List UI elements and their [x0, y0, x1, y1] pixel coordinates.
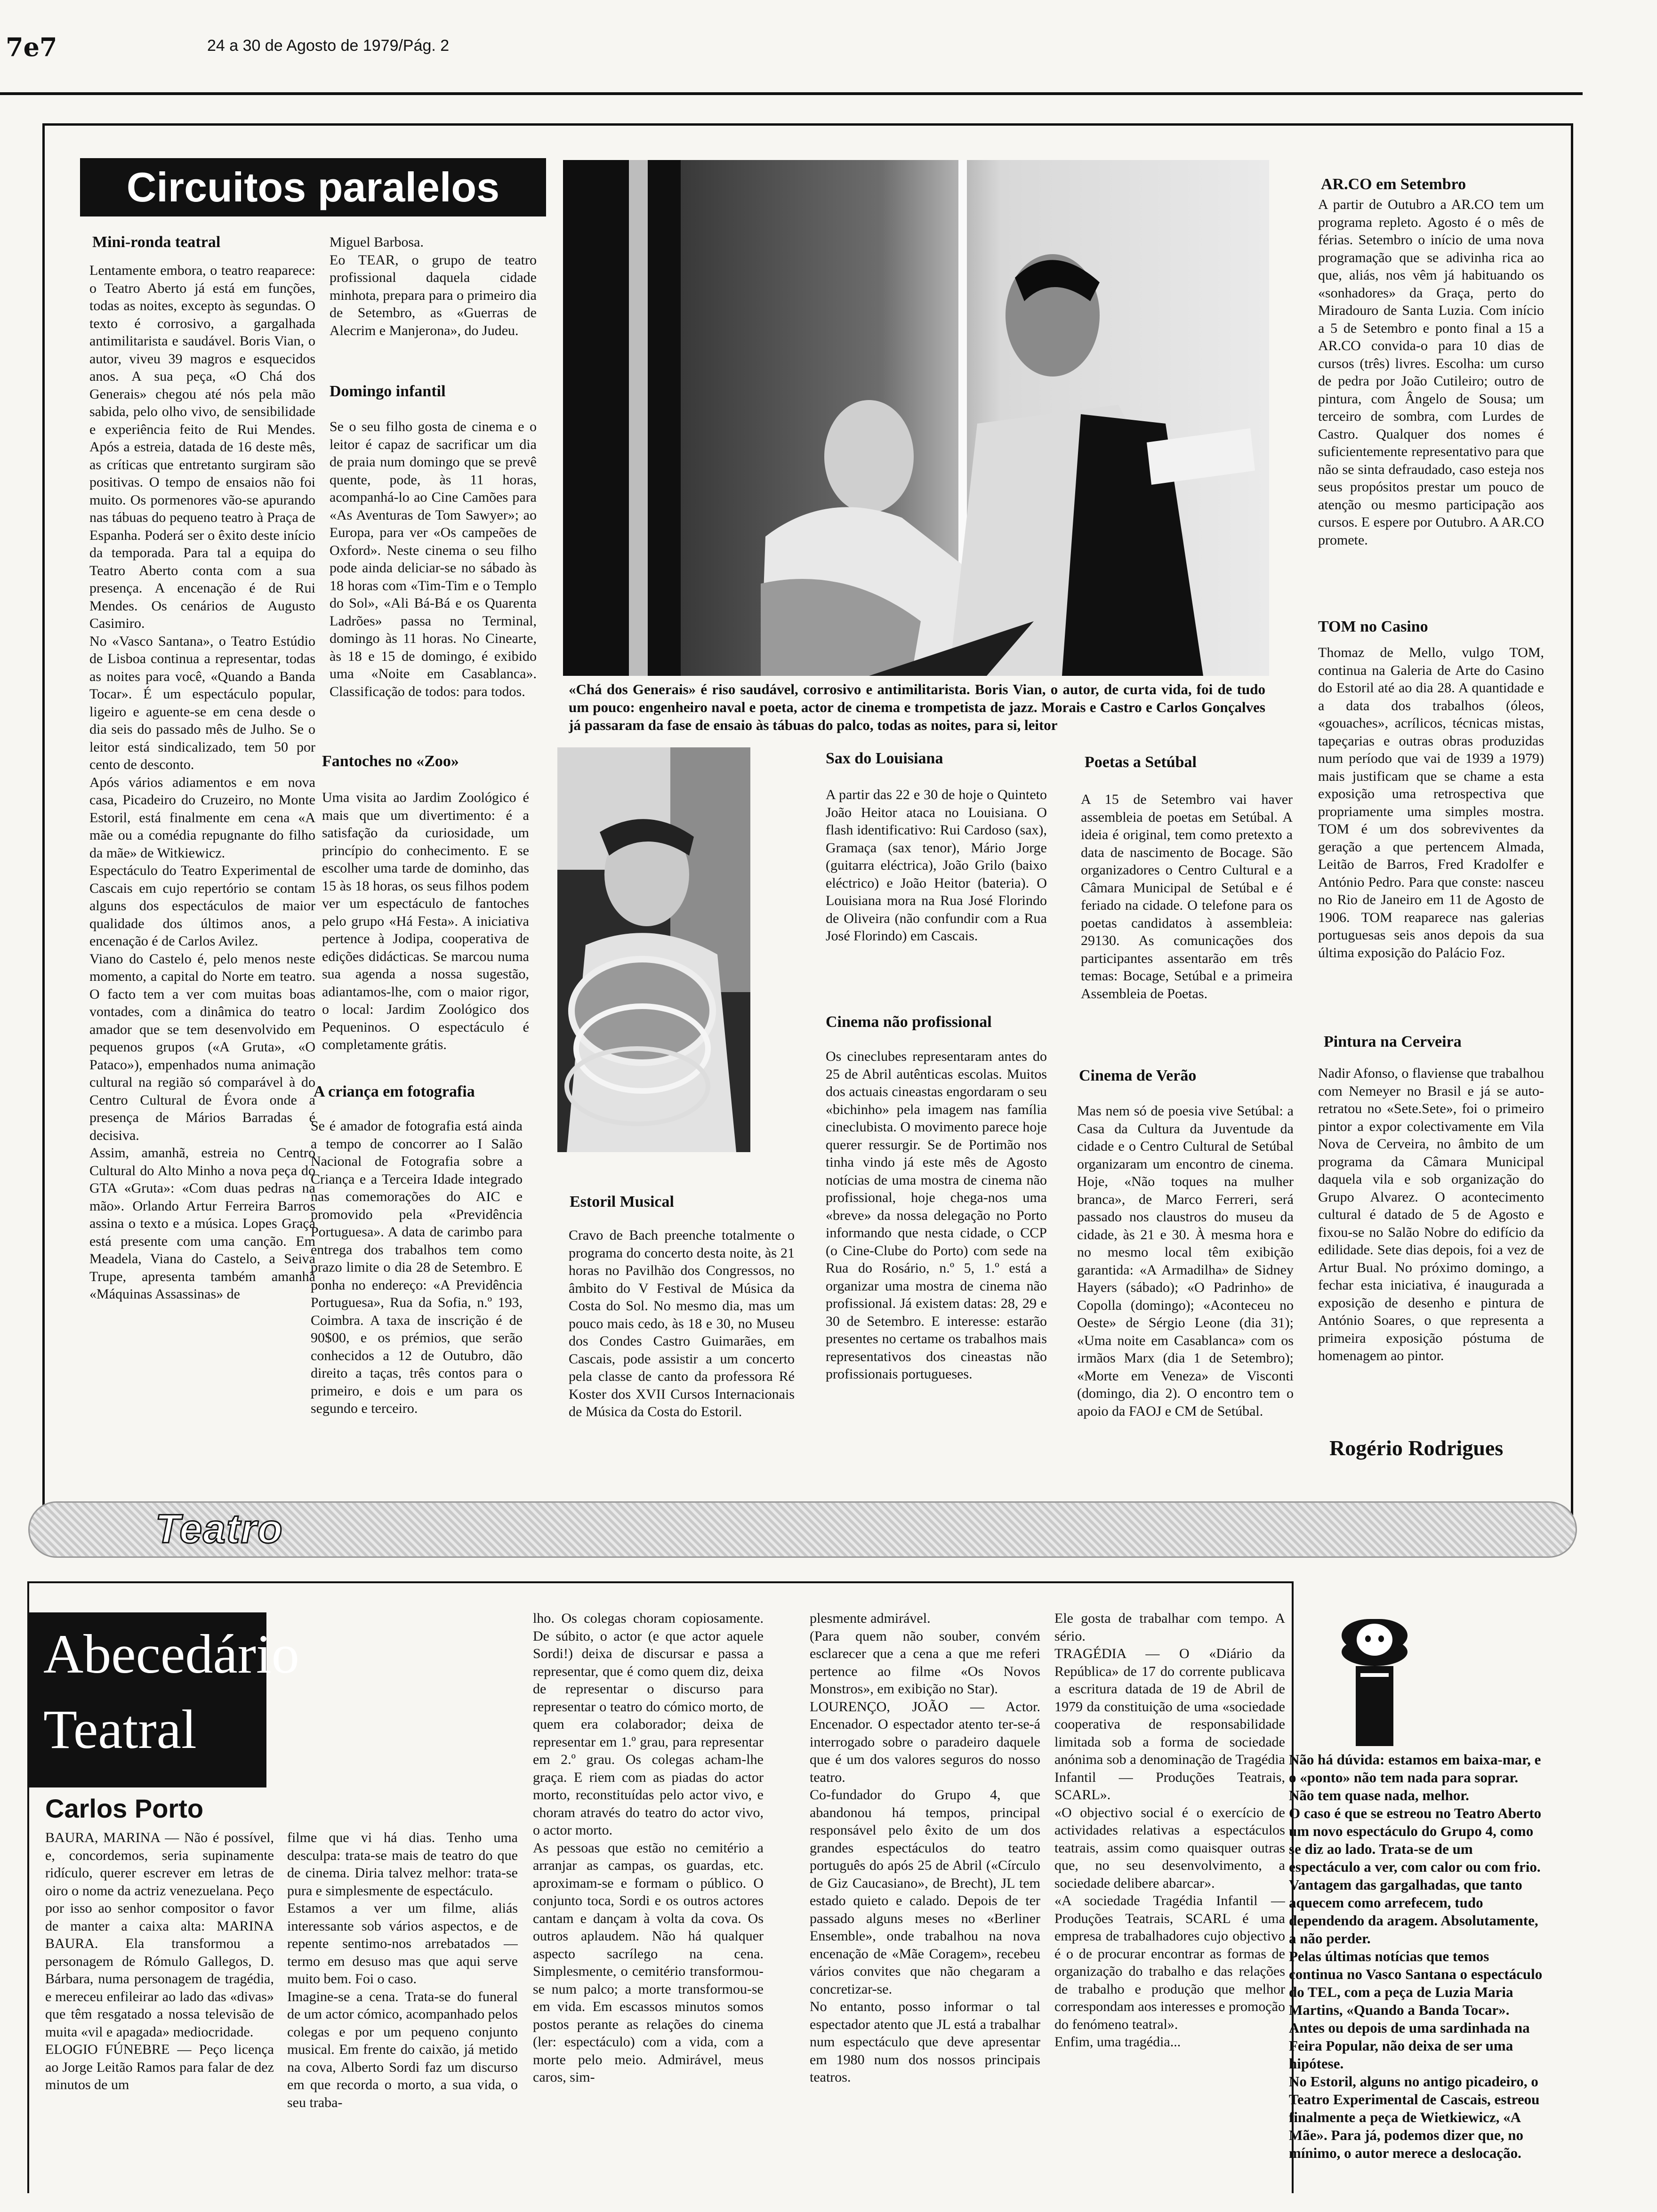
sax-louisiana-body: A partir das 22 e 30 de hoje o Quinteto João Heitor ataca no Louisiana. O flash identificativo: Rui Cardoso (sax), Gramaça (sax tenor), Mário Jorge (guitarra eléctrica), João Grilo (baixo eléctrico) e João Heitor (bateria). O Louisiana mora na Rua José Florindo de Oliveira (não confundir com a Rua José Florindo) em Cascais. [826, 787, 1047, 944]
fantoches-body: Uma visita ao Jardim Zoológico é mais que um divertimento: é a satisfação da curiosidade, um princípio do conhecimento. E se escolher uma tarde de dominho, das 15 às 18 horas, os seus filhos podem ver um espectáculo de fantoches pelo grupo «Há Festa». A iniciativa pertence à Jodipa, cooperativa de edições didácticas. Se marcou numa sua agenda a nossa sugestão, adiantamos-lhe, com o maior rigor, o local: Jardim Zoológico dos Pequeninos. O espectáculo é completamente grátis. [322, 790, 529, 1052]
photo-portrait [557, 747, 750, 1152]
poetas-setubal-body: A 15 de Setembro vai haver assembleia de poetas em Setúbal. A ideia é original, tem como pretexto a data de nascimento de Bocage. São organizadores o Centro Cultural e a Câmara Municipal de Setúbal e é feriado na cidade. O telefone para os poetas candidatos à assembleia: 29130. As comunicações dos participantes assentarão em três temas: Bocage, Setúbal e a primeira Assembleia de Poetas. [1081, 792, 1293, 1002]
mini-ronda-body-continued: Miguel Barbosa. Eo TEAR, o grupo de teatro profissional daquela cidade minhota, prepara para o primeiro dia de Setembro, as «Guerras de Alecrim e Manjerona», do Judeu. [330, 234, 537, 338]
page-date: 24 a 30 de Agosto de 1979/Pág. 2 [207, 37, 450, 55]
tom-casino-body: Thomaz de Mello, vulgo TOM, continua na Galeria de Arte do Casino do Estoril até ao dia 28. A quantidade e a data dos trabalhos (óleos, «gouaches», acrílicos, técnicas mistas, tapeçarias e outras obras produzidas num período que vai de 1939 a 1979) mais justificam que se chame a esta exposição uma retrospectiva que propriamente uma simples mostra. TOM é um dos sobreviventes da geração a que pertencem Almada, Leitão de Barros, Fred Kradolfer e António Pedro. Para que conste: nasceu no Rio de Janeiro em 11 de Agosto de 1906. TOM reaparece nas galerias portuguesas seis anos depois da sua última exposição do Palácio Foz. [1318, 645, 1544, 961]
poetas-setubal-title: Poetas a Setúbal [1085, 753, 1197, 771]
ponto-icon [1327, 1610, 1422, 1746]
masthead-logo: 7e7 [6, 32, 57, 62]
cinema-verao-title: Cinema de Verão [1079, 1067, 1197, 1084]
photo-cha-dos-generais [563, 160, 1269, 676]
estoril-musical-body: Cravo de Bach preenche totalmente o programa do concerto desta noite, às 21 horas no Pavilhão dos Congressos, no âmbito do V Festival de Música da Costa do Sol. No mesmo dia, mas um pouco mais cedo, às 18 e 30, no Museu dos Condes Castro Guimarães, em Cascais, pode assistir a um concerto pela classe de canto da professora Ré Koster dos XVII Cursos Internacionais de Música da Costa do Estoril. [569, 1227, 795, 1419]
abecedario-col1: BAURA, MARINA — Não é possível, e, concordemos, seria supinamente ridículo, querer escrever em letras de oiro o nome da actriz venezuelana. Peço por isso ao senhor compositor o favor de manter a caixa alta: MARINA BAURA. Ela transformou a personagem de Rómulo Gallegos, D. Bárbara, numa personagem de tragédia, e mereceu enfileirar ao lado das «divas» que têm resgatado a nossa televisão de muita «vil e apagada» mediocridade. ELOGIO FÚNEBRE — Peço licença ao Jorge Leitão Ramos para falar de dez minutos de um [45, 1830, 274, 2092]
photo-caption: «Chá dos Generais» é riso saudável, corrosivo e antimilitarista. Boris Vian, o autor, de curta vida, foi de tudo um pouco: engenheiro naval e poeta, actor de cinema e trompetista de jazz. Morais e Castro e Carlos Gonçalves já passaram da fase de ensaio às tábuas do palco, todas as noites, para si, leitor [569, 681, 1265, 733]
header-rule [0, 92, 1583, 95]
abecedario-author: Carlos Porto [45, 1794, 204, 1823]
estoril-musical-title: Estoril Musical [570, 1193, 674, 1210]
arco-body: A partir de Outubro a AR.CO tem um programa repleto. Agosto é o mês de férias. Setembro o início de uma nova programação que se adivinha rica ao que, aliás, nos vêm já habituando os «sonhadores» da Graça, perto do Miradouro de Santa Luzia. Com início a 5 de Setembro e ponto final a 15 a AR.CO convida-o para 10 dias de cursos (três) livres. Escolha: um curso de pedra por João Cutileiro; outro de pintura, com Ângelo de Sousa; um terceiro de sombra, com Lurdes de Castro. Qualquer dos nomes é suficientemente representativo para que não se sinta defraudado, caso esteja nos seus propósitos prestar um pouco de atenção ou mesmo participação aos cursos. E espere por Outubro. A AR.CO promete. [1318, 197, 1544, 548]
photo-cha-dos-generais-image [563, 160, 1269, 676]
arco-title: AR.CO em Setembro [1321, 176, 1466, 193]
cinema-nao-profissional-title: Cinema não profissional [826, 1013, 992, 1031]
pintura-cerveira-body: Nadir Afonso, o flaviense que trabalhou com Nemeyer no Brasil e já se auto-retratou no «Sete.Sete», foi o primeiro pintor a expor colectivamente em Vila Nova de Cerveira, no âmbito de um programa da Câmara Municipal daquela vila e sob organização do Grupo Alvarez. O acontecimento cultural é datado de 5 de Agosto e fixou-se no Salão Nobre do edifício da edilidade. Sete dias depois, foi a vez de Artur Bual. No próximo domingo, a fechar esta iniciativa, é inaugurada a exposição de desenho e pintura de António Soares, o que representa a primeira exposição póstuma de homenagem ao pintor. [1318, 1066, 1544, 1363]
photo-portrait-image [557, 747, 750, 1152]
abecedario-title-line1: Abecedário [43, 1623, 299, 1685]
sax-louisiana-title: Sax do Louisiana [826, 750, 943, 767]
abecedario-col5: Ele gosta de trabalhar com tempo. A sério. TRAGÉDIA — O «Diário da República» de 17 do corrente publicava a escritura datada de 19 de Abril de 1979 da constituição de uma «sociedade cooperativa de responsabilidade limitada sob a forma de sociedade anónima sob a denominação de Tragédia Infantil — Produções Teatrais, SCARL». «O objectivo social é o exercício de actividades relativas a espectáculos teatrais, assim como quaisquer outras que, no seu desenvolvimento, a sociedade delibere abarcar». «A sociedade Tragédia Infantil — Produções Teatrais, SCARL é uma empresa de trabalhadores cujo objectivo é o de procurar encontrar as formas de organização do trabalho e das relações de trabalho e produção que melhor correspondam aos interesses e promoção do fenómeno teatral». Enfim, uma tragédia... [1054, 1611, 1285, 2050]
teatro-banner-label: Teatro [155, 1507, 283, 1552]
abecedario-col4: plesmente admirável. (Para quem não souber, convém esclarecer que a cena a que me referi pertence ao filme «Os Novos Monstros», em exibição no Star). LOURENÇO, JOÃO — Actor. Encenador. O espectador atento ter-se-á interrogado sobre o paradeiro daquele que é um dos valores seguros do nosso teatro. Co-fundador do Grupo 4, que abandonou há tempos, principal responsável pelo êxito de um dos grandes espectáculos do teatro português do após 25 de Abril («Círculo de Giz Caucasiano», de Brecht), JL tem estado quieto e calado. Depois de ter passado alguns meses no «Berliner Ensemble», onde trabalhou na nova encenação de «Mãe Coragem», recebeu vários convites que não chegaram a concretizar-se. No entanto, posso informar o tal espectador atento que JL está a trabalhar num espectáculo que deve apresentar em 1980 num dos nossos principais teatros. [810, 1611, 1040, 2085]
mini-ronda-body: Lentamente embora, o teatro reaparece: o Teatro Aberto já está em funções, todas as noites, excepto às segundas. O texto é corrosivo, a gargalhada antimilitarista e saudável. Boris Vian, o autor, viveu 39 magros e esquecidos anos. A sua peça, «O Chá dos Generais» chegou até nós pela mão sabida, pelo olho vivo, de sensibilidade e experiência feito de Rui Mendes. Após a estreia, datada de 16 deste mês, as críticas que entretanto surgiram são positivas. O tempo de ensaios não foi muito. Os pormenores vão-se apurando nas tábuas do pequeno teatro à Praça de Espanha. Poderá ser o êxito deste início da temporada. Para tal a equipa do Teatro Aberto conta com a sua presença. A encenação é de Rui Mendes. Os cenários de Augusto Casimiro. No «Vasco Santana», o Teatro Estúdio de Lisboa continua a representar, todas as noites para você, «Quando a Banda Tocar». É um espectáculo popular, ligeiro e aguente-se em cena desde o dia seis do passado mês de Julho. Se o leitor está sindicalizado, tem 50 por cento de desconto. Após vários adiamentos e em nova casa, Picadeiro do Cruzeiro, no Monte Estoril, está finalmente em cena «A mãe ou a comédia repugnante do filho da mãe» de Witkiewicz. Espectáculo do Teatro Experimental de Cascais em cujo repertório se contam alguns dos espectáculos de maior qualidade dos últimos anos, a encenação é de Carlos Avilez. Viano do Castelo é, pelo menos neste momento, a capital do Norte em teatro. O facto tem a ver com muitas boas vontades, com a dinâmica do teatro amador que se tem desenvolvido em pequenos grupos («A Gruta», «O Pataco»), empenhados numa animação cultural na região só comparável à do Centro Cultural de Évora onde a presença de Mários Barradas é decisiva. Assim, amanhã, estreia no Centro Cultural do Alto Minho a nova peça do GTA «Gruta»: «Com duas pedras na mão». Orlando Artur Ferreira Barros assina o texto e a música. Lopes Graça está presente com uma canção. Em Meadela, Viana do Castelo, a Seiva Trupe, apresenta também amanhã «Máquinas Assassinas» de [89, 263, 315, 1302]
abecedario-col2: filme que vi há dias. Tenho uma desculpa: trata-se mais de teatro do que de cinema. Diria talvez melhor: trata-se pura e simplesmente de espectáculo. Estamos a ver um filme, aliás interessante sob vários aspectos, e de repente sentimo-nos arrebatados — termo em desuso mas que aqui serve muito bem. Foi o caso. Imagine-se a cena. Trata-se do funeral de um actor cómico, acompanhado pelos colegas e por um pequeno conjunto musical. Em frente do caixão, já metido na cova, Alberto Sordi faz um discurso em que recorda o morto, a sua vida, o seu traba- [287, 1830, 518, 2110]
domingo-infantil-body: Se o seu filho gosta de cinema e o leitor é capaz de sacrificar um dia de praia num domingo que se prevê quente, pode, às 11 horas, acompanhá-lo ao Cine Camões para «As Aventuras de Tom Sawyer»; ao Europa, para ver «Os campeões de Oxford». Neste cinema o seu filho pode ainda deliciar-se no sábado às 18 horas com «Tim-Tim e o Templo do Sol», «Ali Bá-Bá e os Quarenta Ladrões» passa no Terminal, domingo às 11 horas. No Cinearte, às 18 e 15 de domingo, é exibido uma «Noite em Casablanca». Classificação de todos: para todos. [330, 419, 537, 699]
crianca-fotografia-title: A criança em fotografia [314, 1083, 475, 1100]
mini-ronda-title: Mini-ronda teatral [92, 233, 221, 251]
cinema-nao-profissional-body: Os cineclubes representaram antes do 25 de Abril autênticas escolas. Muitos dos actuais cineastas engordaram o seu «bichinho» pela imagem nas família cineclubista. O movimento parece hoje querer ressurgir. Se de Portimão nos tinha vindo já este mês de Agosto notícias de uma mostra de cinema não profissional, hoje chega-nos uma «breve» da nossa delegação no Porto informando que nesta cidade, o CCP (o Cine-Clube do Porto) com sede na Rua do Rosário, n.º 5, 1.º está a organizar uma mostra de cinema não profissional. Já existem datas: 28, 29 e 30 de Setembro. E interesse: estarão presentes no certame os trabalhos mais representativos dos cineastas não profissionais portugueses. [826, 1049, 1047, 1382]
fantoches-title: Fantoches no «Zoo» [322, 753, 459, 770]
circuitos-banner: Circuitos paralelos [80, 158, 546, 216]
abecedario-col3: lho. Os colegas choram copiosamente. De súbito, o actor (e que actor aquele Sordi!) deixa de discursar e passa a representar, que é como quem diz, deixa de representar o discurso para representar o teatro do cómico morto, de quem era colaborador; deixa de representar em 1.º grau, para representar em 2.º grau. Os colegas acham-lhe graça. E riem com as piadas do actor morto, reconstituídas pelo actor vivo, e choram através do teatro do actor vivo, o actor morto. As pessoas que estão no cemitério a arranjar as campas, os guardas, etc. aproximam-se e formam o público. O conjunto toca, Sordi e os outros actores cantam e dançam à volta da cova. Os outros aplaudem. Não há qualquer aspecto sacrílego na cena. Simplesmente, o cemitério transformou-se num palco; a morte transformou-se em vida. Em escassos minutos somos postos perante as relações do cinema (ler: espectáculo) com a vida, com a morte pelo meio. Admirável, meus caros, sim- [533, 1611, 764, 2085]
cinema-verao-body: Mas nem só de poesia vive Setúbal: a Casa da Cultura da Juventude da cidade e o Centro Cultural de Setúbal organizaram um encontro de cinema. Hoje, «Não toques na mulher branca», de Marco Ferreri, será passado nos claustros do museu da cidade, às 21 e 30. À mesma hora e no mesmo local têm exibição garantida: «A Armadilha» de Sidney Hayers (sábado); «O Padrinho» de Copolla (domingo); «Aconteceu no Oeste» de Sérgio Leone (dia 31); «Uma noite em Casablanca» com os irmãos Marx (dia 1 de Setembro); «Morte em Veneza» de Visconti (domingo, dia 2). O encontro tem o apoio da FAOJ e CM de Setúbal. [1077, 1103, 1294, 1419]
domingo-infantil-title: Domingo infantil [330, 383, 446, 400]
crianca-fotografia-body: Se é amador de fotografia está ainda a tempo de concorrer ao I Salão Nacional de Fotografia sobre a Criança e a Terceira Idade integrado nas comemorações do AIC e promovido pela «Previdência Portuguesa». A data de carimbo para entrega dos trabalhos tem como prazo limite o dia 28 de Setembro. E ponha no endereço: «A Previdência Portuguesa», Rua da Sofia, n.º 193, Coimbra. A taxa de inscrição é de 90$00, e os prémios, que serão conhecidos a 12 de Outubro, dão direito a taças, três contos para o primeiro, e dois e um para os segundo e terceiro. [311, 1118, 523, 1416]
pintura-cerveira-title: Pintura na Cerveira [1324, 1033, 1462, 1050]
author-signature: Rogério Rodrigues [1329, 1436, 1504, 1460]
tom-casino-title: TOM no Casino [1318, 618, 1428, 635]
ponto-column: Não há dúvida: estamos em baixa-mar, e o «ponto» não tem nada para soprar. Não tem quase nada, melhor. O caso é que se estreou no Teatro Aberto um novo espectáculo do Grupo 4, como se diz ao lado. Trata-se de um espectáculo a ver, com calor ou com frio. Vantagem das gargalhadas, que tanto aquecem como arrefecem, tudo dependendo da aragem. Absolutamente, a não perder. Pelas últimas notícias que temos continua no Vasco Santana o espectáculo do TEL, com a peça de Luzia Maria Martins, «Quando a Banda Tocar». Antes ou depois de uma sardinhada na Feira Popular, não deixa de ser uma hipótese. No Estoril, alguns no antigo picadeiro, o Teatro Experimental de Cascais, estreou finalmente a peça de Wietkiewicz, «A Mãe». Para já, podemos dizer que, no mínimo, o autor merece a deslocação. [1289, 1751, 1543, 2161]
abecedario-title-line2: Teatral [43, 1699, 197, 1760]
